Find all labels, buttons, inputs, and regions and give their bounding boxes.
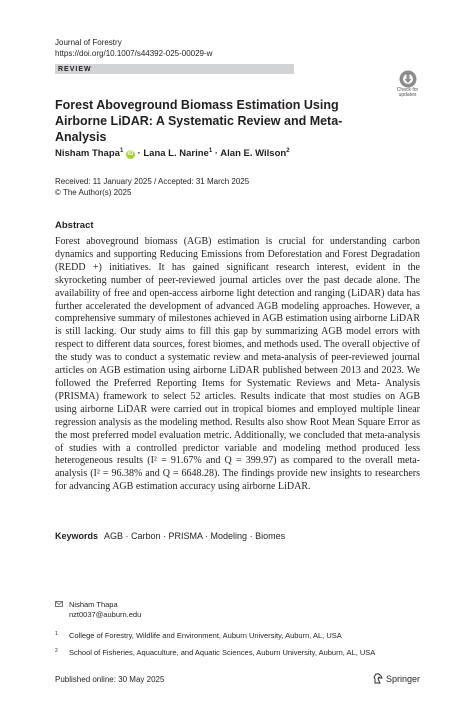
author-separator: ·: [134, 148, 144, 160]
received-accepted: Received: 11 January 2025 / Accepted: 31 March 2025: [55, 177, 250, 186]
check-updates-icon: [399, 70, 417, 88]
publisher-name: Springer: [386, 674, 421, 684]
journal-name: Journal of Forestry: [55, 38, 122, 47]
published-online: Published online: 30 May 2025: [55, 675, 165, 684]
author-name[interactable]: Alan E. Wilson: [220, 148, 287, 160]
abstract-text: Forest aboveground biomass (AGB) estimation is crucial for understanding carbon dynamics and supporting Reducing Emissions from Deforestation and Forest Degradation (REDD +) initiatives. It has gained significant research interest, evident in the skyrocketing number of peer-reviewed journal articles over the past decade alone. The availability of free and open-access airborne light detection and ranging (LiDAR) data has further accelerated the development of advanced AGB modeling approaches. However, a comprehensive summary of milestones achieved in AGB estimation using airborne LiDAR is still lacking. Our study aims to fill this gap by summarizing AGB model errors with respect to different data sources, forest biomes, and methods used. The overall objective of the study was to conduct a systematic review and meta-analysis of peer-reviewed journal articles on AGB estimation using airborne LiDAR published between 2013 and 2023. We followed the Preferred Reporting Items for Systematic Reviews and Meta- Analysis (PRISMA) framework to select 52 articles. Results indicate that most studies on AGB using airborne LiDAR were carried out in tropical biomes and employed multiple linear regression analysis as the modeling method. Results also show Root Mean Square Error as the most preferred model evaluation metric. Additionally, we concluded that meta-analysis of studies with a controlled predictor variable and modeling method produced less heterogeneous results (I² = 91.67% and Q = 399.97) as compared to the overall meta-analysis (I² = 96.38% and Q = 6648.28). The findings provide new insights to researchers for advancing AGB estimation accuracy using airborne LiDAR.: [55, 236, 420, 493]
keywords: [55, 531, 285, 541]
affiliation-2: [55, 648, 375, 657]
author-affiliation-ref: 1: [119, 148, 124, 154]
author-separator: ·: [212, 148, 221, 160]
section-label: REVIEW: [58, 66, 92, 73]
check-updates-line1: Check for: [396, 87, 419, 93]
affiliation-number: 2: [55, 648, 58, 654]
envelope-icon: [55, 600, 63, 610]
corresponding-author: Nisham Thapa: [69, 600, 118, 609]
publisher-logo[interactable]: [373, 673, 420, 684]
affiliation-1: [55, 631, 342, 640]
keywords-list: AGB · Carbon · PRISMA · Modeling · Biomes: [104, 531, 286, 541]
springer-horse-icon: [373, 673, 383, 684]
corresponding-email[interactable]: nzt0037@auburn.edu: [69, 610, 142, 619]
abstract-heading: Abstract: [55, 220, 94, 231]
article-title: Forest Aboveground Biomass Estimation Using Airborne LiDAR: A Systematic Review and Meta-Analysis: [55, 98, 343, 144]
author-name[interactable]: Lana L. Narine: [143, 148, 209, 160]
author-affiliation-ref: 2: [286, 148, 290, 154]
author-name[interactable]: Nisham Thapa: [55, 148, 120, 160]
article-dates: [55, 176, 249, 198]
doi-link[interactable]: https://doi.org/10.1007/s44392-025-00029-w: [55, 49, 213, 58]
affiliation-text: College of Forestry, Wildlife and Environment, Auburn University, Auburn, AL, USA: [69, 631, 342, 640]
affiliation-text: School of Fisheries, Aquaculture, and Aquatic Sciences, Auburn University, Auburn, AL, USA: [69, 648, 376, 657]
copyright: © The Author(s) 2025: [55, 188, 132, 197]
affiliation-number: 1: [55, 631, 58, 637]
orcid-icon[interactable]: iD: [127, 151, 134, 158]
check-updates-line2: updates: [398, 92, 417, 98]
keywords-label: Keywords: [55, 531, 99, 541]
author-affiliation-ref: 1: [208, 148, 213, 154]
check-for-updates-badge[interactable]: [390, 70, 425, 100]
author-list: [55, 148, 290, 159]
correspondence: [55, 600, 141, 620]
journal-info: [55, 37, 212, 59]
